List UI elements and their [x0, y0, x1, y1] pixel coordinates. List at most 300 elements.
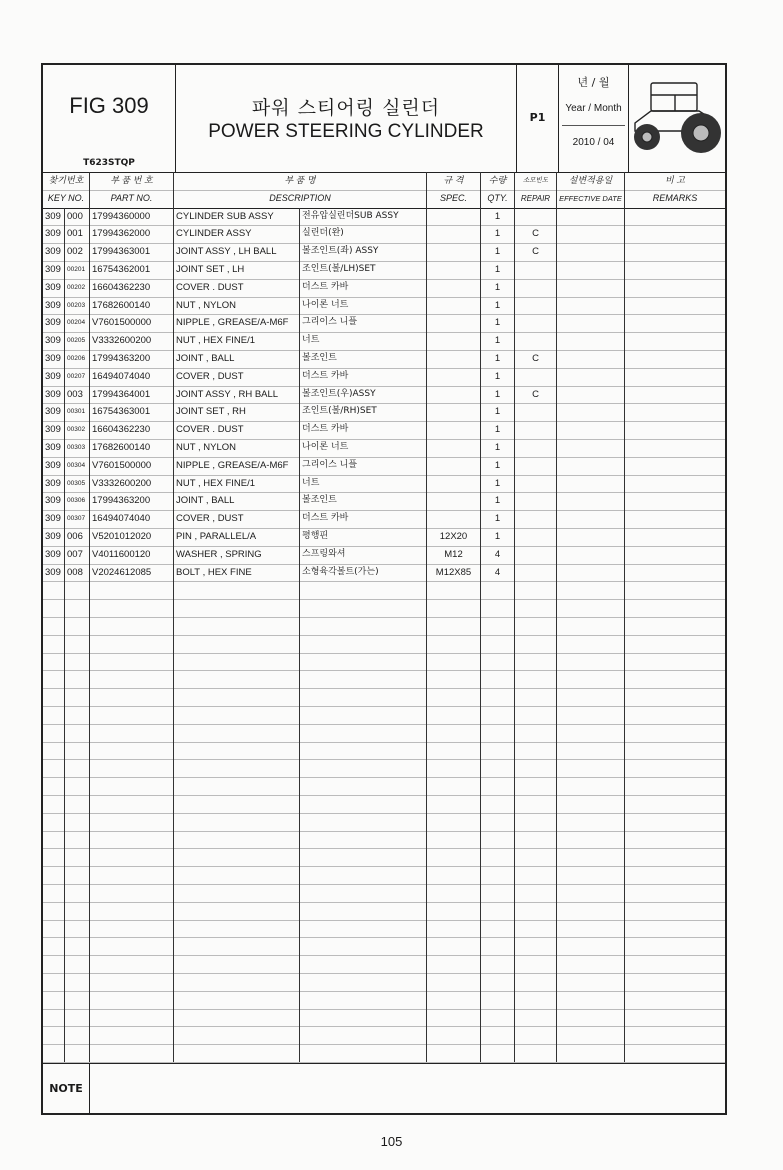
table-row — [43, 475, 725, 494]
empty-row — [43, 724, 725, 743]
cell-remarks — [625, 314, 725, 332]
cell-k1: 309 — [43, 314, 65, 332]
cell-part: 16754362001 — [90, 261, 174, 279]
cell-k2 — [65, 742, 90, 760]
cell-k2 — [65, 831, 90, 849]
cell-qty: 1 — [481, 457, 515, 475]
cell-en: CYLINDER ASSY — [174, 225, 300, 243]
cell-en — [174, 795, 300, 813]
cell-k2: 00307 — [65, 510, 90, 528]
cell-spec — [427, 475, 481, 493]
cell-rep — [515, 688, 557, 706]
cell-spec — [427, 297, 481, 315]
cell-spec — [427, 884, 481, 902]
cell-effective-date — [557, 314, 625, 332]
cell-spec — [427, 759, 481, 777]
cell-effective-date — [557, 475, 625, 493]
cell-k1: 309 — [43, 439, 65, 457]
cell-k1: 309 — [43, 332, 65, 350]
cell-k1: 309 — [43, 225, 65, 243]
cell-kr — [300, 635, 427, 653]
cell-remarks — [625, 955, 725, 973]
cell-qty: 1 — [481, 208, 515, 226]
cell-effective-date — [557, 920, 625, 938]
cell-effective-date — [557, 528, 625, 546]
cell-qty — [481, 581, 515, 599]
cell-spec: M12 — [427, 546, 481, 564]
empty-row — [43, 1044, 725, 1063]
cell-qty: 1 — [481, 403, 515, 421]
cell-part — [90, 635, 174, 653]
cell-spec — [427, 350, 481, 368]
cell-qty: 1 — [481, 225, 515, 243]
cell-kr — [300, 1009, 427, 1027]
cell-effective-date — [557, 635, 625, 653]
cell-qty — [481, 884, 515, 902]
cell-spec — [427, 866, 481, 884]
cell-qty: 1 — [481, 243, 515, 261]
cell-en: WASHER , SPRING — [174, 546, 300, 564]
cell-effective-date — [557, 457, 625, 475]
cell-en — [174, 653, 300, 671]
cell-spec — [427, 902, 481, 920]
cell-en — [174, 973, 300, 991]
cell-qty — [481, 653, 515, 671]
cell-k2: 00205 — [65, 332, 90, 350]
cell-effective-date — [557, 403, 625, 421]
cell-effective-date — [557, 225, 625, 243]
cell-effective-date — [557, 208, 625, 226]
col-eff-kr: 설변적용일 — [557, 172, 625, 190]
cell-k2: 003 — [65, 386, 90, 404]
cell-rep — [515, 1009, 557, 1027]
cell-k1 — [43, 635, 65, 653]
table-row — [43, 403, 725, 422]
cell-rep — [515, 759, 557, 777]
cell-rep — [515, 670, 557, 688]
cell-kr — [300, 991, 427, 1009]
model-code: T623STQP — [83, 158, 135, 168]
cell-spec — [427, 653, 481, 671]
cell-rep — [515, 546, 557, 564]
cell-effective-date — [557, 955, 625, 973]
table-row — [43, 297, 725, 316]
cell-part: 17994360000 — [90, 208, 174, 226]
cell-rep — [515, 475, 557, 493]
cell-k1: 309 — [43, 279, 65, 297]
cell-qty: 1 — [481, 332, 515, 350]
cell-qty — [481, 1026, 515, 1044]
cell-k1 — [43, 813, 65, 831]
cell-qty — [481, 1044, 515, 1062]
cell-effective-date — [557, 759, 625, 777]
cell-remarks — [625, 884, 725, 902]
empty-row — [43, 955, 725, 974]
cell-kr: 볼조인트 — [300, 350, 427, 368]
cell-effective-date — [557, 439, 625, 457]
cell-qty — [481, 795, 515, 813]
cell-spec — [427, 724, 481, 742]
cell-en: JOINT SET , RH — [174, 403, 300, 421]
table-row — [43, 439, 725, 458]
cell-k1: 309 — [43, 528, 65, 546]
cell-rep — [515, 1026, 557, 1044]
cell-k1 — [43, 866, 65, 884]
cell-remarks — [625, 350, 725, 368]
empty-row — [43, 599, 725, 618]
cell-remarks — [625, 724, 725, 742]
page-code: P1 — [529, 111, 546, 124]
cell-k1: 309 — [43, 564, 65, 582]
cell-effective-date — [557, 724, 625, 742]
cell-spec — [427, 831, 481, 849]
cell-spec — [427, 670, 481, 688]
cell-effective-date — [557, 937, 625, 955]
cell-k1 — [43, 706, 65, 724]
cell-qty — [481, 937, 515, 955]
cell-rep — [515, 261, 557, 279]
page-cell — [517, 65, 559, 172]
cell-rep — [515, 706, 557, 724]
cell-remarks — [625, 208, 725, 226]
cell-spec — [427, 795, 481, 813]
cell-k1: 309 — [43, 386, 65, 404]
cell-effective-date — [557, 492, 625, 510]
cell-remarks — [625, 279, 725, 297]
cell-kr — [300, 706, 427, 724]
cell-part — [90, 902, 174, 920]
table-row — [43, 261, 725, 280]
cell-kr: 소형육각볼트(가는) — [300, 564, 427, 582]
cell-remarks — [625, 403, 725, 421]
cell-spec — [427, 1026, 481, 1044]
empty-row — [43, 777, 725, 796]
empty-row — [43, 581, 725, 600]
cell-qty — [481, 635, 515, 653]
cell-k1 — [43, 991, 65, 1009]
cell-k2 — [65, 706, 90, 724]
cell-effective-date — [557, 332, 625, 350]
cell-qty: 1 — [481, 386, 515, 404]
cell-kr: 전유압실린더SUB ASSY — [300, 208, 427, 226]
cell-en: COVER . DUST — [174, 421, 300, 439]
table-row — [43, 528, 725, 547]
cell-remarks — [625, 1026, 725, 1044]
cell-kr — [300, 795, 427, 813]
cell-part — [90, 848, 174, 866]
col-desc-en: DESCRIPTION — [174, 190, 427, 208]
empty-row — [43, 742, 725, 761]
table-row — [43, 421, 725, 440]
cell-part: V3332600200 — [90, 475, 174, 493]
empty-row — [43, 653, 725, 672]
cell-k2 — [65, 1026, 90, 1044]
empty-row — [43, 813, 725, 832]
cell-rep — [515, 581, 557, 599]
cell-part: V7601500000 — [90, 457, 174, 475]
cell-qty — [481, 706, 515, 724]
cell-kr: 볼조인트(우)ASSY — [300, 386, 427, 404]
cell-remarks — [625, 581, 725, 599]
cell-part: 17994363200 — [90, 350, 174, 368]
cell-kr — [300, 599, 427, 617]
empty-row — [43, 759, 725, 778]
cell-k1 — [43, 1009, 65, 1027]
cell-effective-date — [557, 742, 625, 760]
cell-remarks — [625, 848, 725, 866]
empty-row — [43, 848, 725, 867]
cell-en — [174, 813, 300, 831]
cell-rep — [515, 848, 557, 866]
cell-kr — [300, 759, 427, 777]
cell-remarks — [625, 831, 725, 849]
cell-remarks — [625, 1009, 725, 1027]
cell-effective-date — [557, 866, 625, 884]
cell-k2: 00203 — [65, 297, 90, 315]
cell-rep — [515, 991, 557, 1009]
cell-remarks — [625, 243, 725, 261]
issue-date: 2010 / 04 — [572, 137, 615, 148]
cell-rep — [515, 208, 557, 226]
cell-effective-date — [557, 1009, 625, 1027]
col-spec-en: SPEC. — [427, 190, 481, 208]
cell-remarks — [625, 225, 725, 243]
cell-spec — [427, 225, 481, 243]
cell-en: NUT , NYLON — [174, 297, 300, 315]
cell-k2 — [65, 688, 90, 706]
cell-qty — [481, 991, 515, 1009]
cell-kr — [300, 813, 427, 831]
cell-kr — [300, 848, 427, 866]
cell-k2: 001 — [65, 225, 90, 243]
cell-qty — [481, 742, 515, 760]
cell-remarks — [625, 386, 725, 404]
cell-effective-date — [557, 777, 625, 795]
cell-spec — [427, 706, 481, 724]
cell-part — [90, 955, 174, 973]
cell-en — [174, 724, 300, 742]
cell-remarks — [625, 759, 725, 777]
cell-remarks — [625, 688, 725, 706]
cell-effective-date — [557, 795, 625, 813]
cell-remarks — [625, 457, 725, 475]
cell-qty: 1 — [481, 279, 515, 297]
cell-part — [90, 1026, 174, 1044]
cell-k1: 309 — [43, 475, 65, 493]
cell-k1: 309 — [43, 243, 65, 261]
cell-en — [174, 777, 300, 795]
cell-k2 — [65, 973, 90, 991]
cell-remarks — [625, 261, 725, 279]
empty-row — [43, 884, 725, 903]
cell-rep — [515, 1044, 557, 1062]
cell-kr: 더스트 카바 — [300, 368, 427, 386]
cell-kr: 더스트 카바 — [300, 279, 427, 297]
cell-k2 — [65, 848, 90, 866]
cell-rep — [515, 492, 557, 510]
cell-k1: 309 — [43, 421, 65, 439]
cell-spec — [427, 261, 481, 279]
cell-qty — [481, 813, 515, 831]
cell-qty: 4 — [481, 546, 515, 564]
cell-spec — [427, 955, 481, 973]
cell-remarks — [625, 813, 725, 831]
cell-kr: 나이론 너트 — [300, 439, 427, 457]
cell-effective-date — [557, 884, 625, 902]
cell-k2 — [65, 813, 90, 831]
cell-k1 — [43, 831, 65, 849]
cell-kr — [300, 973, 427, 991]
title-cell — [176, 65, 517, 172]
cell-spec: M12X85 — [427, 564, 481, 582]
cell-kr: 그리이스 니플 — [300, 314, 427, 332]
cell-remarks — [625, 742, 725, 760]
cell-effective-date — [557, 581, 625, 599]
cell-spec — [427, 581, 481, 599]
cell-en: JOINT , BALL — [174, 492, 300, 510]
cell-qty: 1 — [481, 368, 515, 386]
cell-spec — [427, 314, 481, 332]
cell-rep — [515, 884, 557, 902]
cell-k2: 00304 — [65, 457, 90, 475]
cell-en — [174, 581, 300, 599]
cell-k1: 309 — [43, 492, 65, 510]
cell-rep — [515, 795, 557, 813]
col-qty-en: QTY. — [481, 190, 515, 208]
cell-k1: 309 — [43, 261, 65, 279]
cell-k2: 00306 — [65, 492, 90, 510]
cell-part — [90, 653, 174, 671]
cell-k2 — [65, 866, 90, 884]
cell-k1 — [43, 724, 65, 742]
cell-k1 — [43, 795, 65, 813]
cell-part — [90, 920, 174, 938]
cell-kr — [300, 937, 427, 955]
empty-row — [43, 1026, 725, 1045]
year-month-en: Year / Month — [565, 103, 622, 114]
cell-part — [90, 1009, 174, 1027]
page-number: 105 — [380, 1134, 403, 1149]
cell-k2 — [65, 653, 90, 671]
cell-part: 17682600140 — [90, 439, 174, 457]
cell-qty — [481, 831, 515, 849]
cell-qty: 1 — [481, 475, 515, 493]
cell-part: 17994363200 — [90, 492, 174, 510]
cell-rep — [515, 955, 557, 973]
cell-kr: 조인트(볼/RH)SET — [300, 403, 427, 421]
cell-spec — [427, 1009, 481, 1027]
cell-part — [90, 795, 174, 813]
cell-qty: 1 — [481, 528, 515, 546]
cell-kr: 평행핀 — [300, 528, 427, 546]
cell-spec — [427, 403, 481, 421]
cell-effective-date — [557, 261, 625, 279]
cell-effective-date — [557, 1026, 625, 1044]
cell-qty — [481, 617, 515, 635]
cell-remarks — [625, 973, 725, 991]
cell-kr: 더스트 카바 — [300, 510, 427, 528]
col-repair-kr: 소모빈도 — [515, 172, 557, 190]
cell-rep: C — [515, 225, 557, 243]
cell-en — [174, 1009, 300, 1027]
cell-rep — [515, 724, 557, 742]
parts-sheet — [41, 63, 727, 1115]
cell-spec — [427, 439, 481, 457]
cell-effective-date — [557, 386, 625, 404]
column-header-en — [43, 190, 725, 209]
cell-rep — [515, 510, 557, 528]
cell-spec — [427, 973, 481, 991]
cell-k2 — [65, 617, 90, 635]
cell-k2 — [65, 777, 90, 795]
cell-qty — [481, 973, 515, 991]
cell-k2 — [65, 670, 90, 688]
cell-en: PIN , PARALLEL/A — [174, 528, 300, 546]
cell-effective-date — [557, 902, 625, 920]
cell-k2: 00206 — [65, 350, 90, 368]
cell-qty — [481, 848, 515, 866]
cell-remarks — [625, 653, 725, 671]
cell-qty — [481, 920, 515, 938]
table-row — [43, 243, 725, 262]
cell-kr — [300, 1044, 427, 1062]
cell-en: JOINT , BALL — [174, 350, 300, 368]
cell-remarks — [625, 492, 725, 510]
cell-qty: 1 — [481, 439, 515, 457]
cell-k2 — [65, 724, 90, 742]
cell-kr — [300, 581, 427, 599]
cell-en — [174, 991, 300, 1009]
cell-en — [174, 955, 300, 973]
cell-en — [174, 742, 300, 760]
cell-kr: 실린더(완) — [300, 225, 427, 243]
cell-remarks — [625, 599, 725, 617]
col-desc-kr: 부 품 명 — [174, 172, 427, 190]
cell-en: NUT , HEX FINE/1 — [174, 475, 300, 493]
cell-k1: 309 — [43, 403, 65, 421]
cell-qty: 1 — [481, 297, 515, 315]
empty-row — [43, 973, 725, 992]
cell-qty — [481, 955, 515, 973]
cell-kr — [300, 920, 427, 938]
cell-k2: 00204 — [65, 314, 90, 332]
cell-k2: 00301 — [65, 403, 90, 421]
empty-row — [43, 635, 725, 654]
cell-k2: 00207 — [65, 368, 90, 386]
cell-rep — [515, 742, 557, 760]
table-row — [43, 368, 725, 387]
note-label: NOTE — [43, 1064, 90, 1114]
cell-spec — [427, 848, 481, 866]
cell-rep — [515, 439, 557, 457]
cell-part — [90, 831, 174, 849]
cell-effective-date — [557, 973, 625, 991]
cell-rep — [515, 528, 557, 546]
cell-remarks — [625, 510, 725, 528]
cell-k1 — [43, 1026, 65, 1044]
cell-spec — [427, 279, 481, 297]
cell-k1: 309 — [43, 350, 65, 368]
cell-en — [174, 617, 300, 635]
table-row — [43, 279, 725, 298]
cell-k2 — [65, 902, 90, 920]
cell-k1: 309 — [43, 457, 65, 475]
cell-rep — [515, 421, 557, 439]
cell-spec — [427, 386, 481, 404]
cell-k2 — [65, 1009, 90, 1027]
cell-kr: 볼조인트 — [300, 492, 427, 510]
cell-effective-date — [557, 688, 625, 706]
